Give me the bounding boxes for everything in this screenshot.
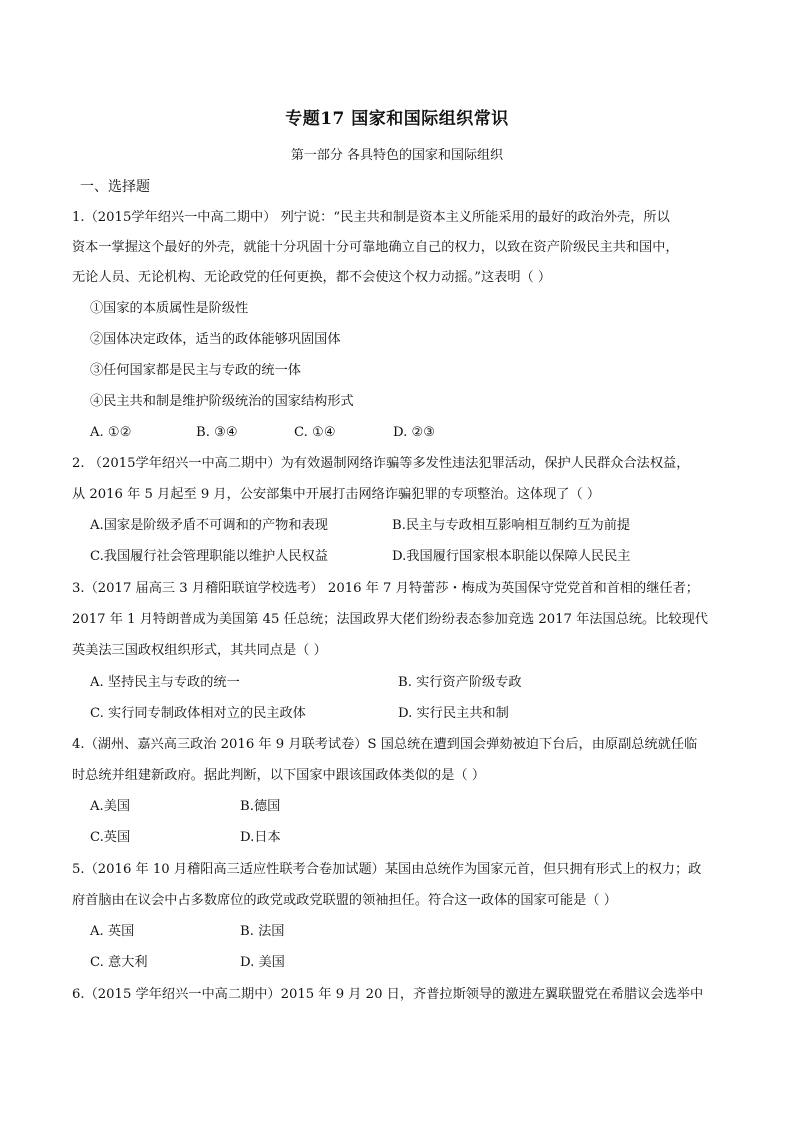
question-4-option-b: B.德国 — [240, 799, 281, 814]
question-5-option-b: B. 法国 — [240, 924, 285, 939]
question-1-statement-3: ③任何国家都是民主与专政的统一体 — [90, 363, 301, 378]
question-3-option-d: D. 实行民主共和制 — [398, 706, 509, 721]
question-3-line-1: 3.（2017 届高三 3 月稽阳联谊学校选考） 2016 年 7 月特蕾莎・梅成为英国保守党党首和首相的继任者； — [72, 581, 699, 596]
question-2-line-1: 2. （2015学年绍兴一中高二期中）为有效遏制网络诈骗等多发性违法犯罪活动，保护人民群众合法权益， — [72, 456, 690, 471]
section-heading: 一、选择题 — [80, 179, 150, 195]
question-1-option-a: A. ①② — [90, 425, 132, 440]
page-title: 专题17 国家和国际组织常识 — [285, 109, 509, 129]
question-6-line-1: 6.（2015 学年绍兴一中高二期中）2015 年 9 月 20 日，齐普拉斯领导的激进左翼联盟党在希腊议会选举中 — [72, 987, 704, 1002]
question-4-option-c: C.英国 — [90, 830, 131, 845]
question-1-option-d: D. ②③ — [393, 425, 436, 440]
question-5-option-a: A. 英国 — [90, 924, 135, 939]
question-3-line-2: 2017 年 1 月特朗普成为美国第 45 任总统；法国政界大佬们纷纷表态参加竞选 2017 年法国总统。比较现代 — [72, 612, 708, 627]
question-1-line-1: 1.（2015学年绍兴一中高二期中） 列宁说：“民主共和制是资本主义所能采用的最好的政治外壳，所以 — [72, 210, 670, 225]
question-1-statement-1: ①国家的本质属性是阶级性 — [90, 301, 249, 316]
question-2-option-c: C.我国履行社会管理职能以维护人民权益 — [90, 549, 328, 564]
question-3-option-c: C. 实行同专制政体相对立的民主政体 — [90, 706, 306, 721]
question-2-option-d: D.我国履行国家根本职能以保障人民民主 — [392, 549, 631, 564]
question-1-statement-4: ④民主共和制是维护阶级统治的国家结构形式 — [90, 394, 354, 409]
question-2-line-2: 从 2016 年 5 月起至 9 月，公安部集中开展打击网络诈骗犯罪的专项整治。这体现了（ ） — [72, 487, 601, 502]
question-4-option-d: D.日本 — [240, 830, 281, 845]
question-3-option-a: A. 坚持民主与专政的统一 — [90, 675, 240, 690]
question-3-line-3: 英美法三国政权组织形式，其共同点是（ ） — [72, 643, 327, 658]
question-5-option-c: C. 意大利 — [90, 955, 148, 970]
question-4-line-2: 时总统并组建新政府。据此判断，以下国家中跟该国政体类似的是（ ） — [72, 768, 486, 783]
question-2-option-b: B.民主与专政相互影响相互制约互为前提 — [392, 518, 631, 533]
question-1-statement-2: ②国体决定政体，适当的政体能够巩固国体 — [90, 332, 341, 347]
question-5-line-2: 府首脑由在议会中占多数席位的政党或政党联盟的领袖担任。符合这一政体的国家可能是（ ） — [72, 893, 617, 908]
question-5-line-1: 5.（2016 年 10 月稽阳高三适应性联考合卷加试题）某国由总统作为国家元首，但只拥有形式上的权力；政 — [72, 862, 702, 877]
question-4-option-a: A.美国 — [90, 799, 131, 814]
question-1-option-b: B. ③④ — [196, 425, 238, 440]
question-3-option-b: B. 实行资产阶级专政 — [398, 675, 522, 690]
page-subtitle: 第一部分 各具特色的国家和国际组织 — [290, 148, 504, 163]
question-5-option-d: D. 美国 — [240, 955, 285, 970]
question-1-line-3: 无论人员、无论机构、无论政党的任何更换，都不会使这个权力动摇。”这表明（ ） — [72, 270, 552, 285]
question-2-option-a: A.国家是阶级矛盾不可调和的产物和表现 — [90, 518, 328, 533]
question-1-option-c: C. ①④ — [294, 425, 336, 440]
question-1-line-2: 资本一掌握这个最好的外壳，就能十分巩固十分可靠地确立自己的权力，以致在资产阶级民主共和国中， — [72, 240, 679, 255]
question-4-line-1: 4.（湖州、嘉兴高三政治 2016 年 9 月联考试卷）S 国总统在遭到国会弹劾被迫下台后，由原副总统就任临 — [72, 737, 698, 752]
